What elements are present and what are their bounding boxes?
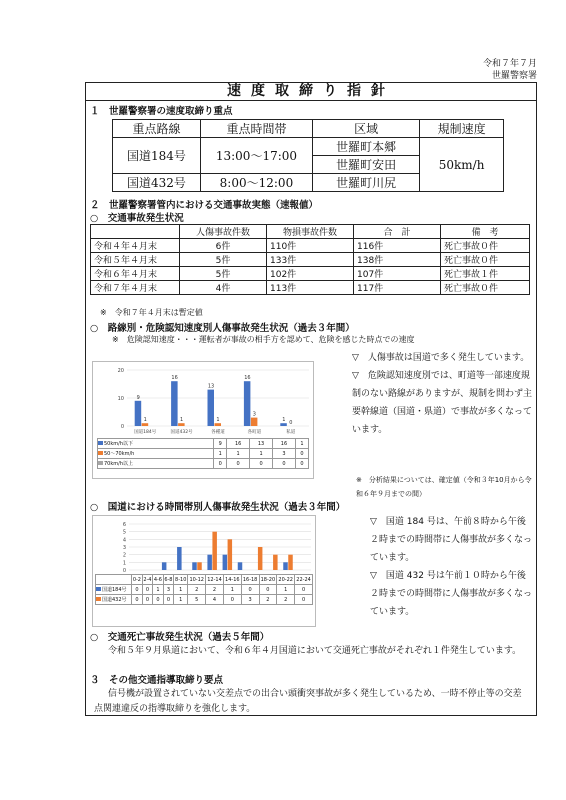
bar xyxy=(215,423,222,426)
y-tick-label: 10 xyxy=(117,396,124,402)
table-cell: 0 xyxy=(295,459,308,469)
bar xyxy=(251,418,258,426)
speed-definition-note: ※ 危険認知速度・・・運転者が事故の相手方を認めて、危険を感じた時点での速度 xyxy=(112,335,415,344)
table-cell: 16 xyxy=(227,439,250,449)
data-label: 0 xyxy=(289,420,293,426)
table-cell: 5 xyxy=(188,595,206,605)
cell-total: 138件 xyxy=(354,253,441,267)
priority-table xyxy=(112,119,504,192)
row-label: 令和４年４月末 xyxy=(91,239,180,253)
table-cell: 0 xyxy=(153,595,164,605)
category-header: 20-22 xyxy=(278,576,293,583)
col-empty xyxy=(91,225,180,239)
y-tick-label: 5 xyxy=(122,529,126,536)
area-cell: 世羅町川尻 xyxy=(312,174,419,192)
bar xyxy=(162,562,167,570)
table-row xyxy=(91,253,530,267)
bar xyxy=(258,547,263,570)
table-cell: 2 xyxy=(188,585,206,595)
time-cell: 8:00～12:00 xyxy=(200,174,312,192)
cell-remarks: 死亡事故０件 xyxy=(441,281,530,295)
area-cell: 世羅町安田 xyxy=(312,156,419,174)
data-label: 3 xyxy=(252,411,256,418)
cell-remarks: 死亡事故１件 xyxy=(441,267,530,281)
table-cell: 1 xyxy=(174,585,188,595)
bar xyxy=(177,547,182,570)
y-tick-label: 0 xyxy=(122,568,126,574)
fatal-accident-heading: ○ 交通死亡事故発生状況（過去５年間） xyxy=(90,632,270,643)
fatal-accident-text: 令和５年９月県道において、令和６年４月国道において交通死亡事故がそれぞれ１件発生しています。 xyxy=(108,646,522,656)
side-note-item: ▽ 国道 184 号は、午前８時から午後２時までの時間帯に人傷事故が多くなっています。 xyxy=(370,517,533,563)
category-header: 4-6 xyxy=(153,576,162,583)
series-legend xyxy=(96,595,132,605)
data-label: 1 xyxy=(180,417,184,424)
side-note-1 xyxy=(352,349,534,439)
col-speed: 規制速度 xyxy=(420,120,504,138)
header-date: 令和７年７月 xyxy=(482,59,537,69)
cell-total: 117件 xyxy=(354,281,441,295)
data-label: 16 xyxy=(244,375,251,382)
table-cell: 0 xyxy=(132,585,143,595)
legend-label: 70km/h以上 xyxy=(104,461,133,467)
series-row xyxy=(98,459,309,469)
category-header: 0-2 xyxy=(132,576,141,583)
section3-text: 信号機が設置されていない交差点での出合い頭衝突事故が多く発生しているため、一時不停止等の交差点関連違反の指導取締りを強化します。 xyxy=(94,689,522,714)
col-property: 物損事故件数 xyxy=(267,225,354,239)
bar xyxy=(228,539,233,570)
category-header: 6-8 xyxy=(164,576,173,583)
page-title: 速度取締り指針 xyxy=(86,83,536,101)
y-tick-label: 6 xyxy=(122,522,126,528)
series-row xyxy=(96,585,313,595)
table-cell: 2 xyxy=(277,595,295,605)
category-header: 12-14 xyxy=(207,576,222,583)
x-tick-label: 私道 xyxy=(286,430,296,435)
table-cell: 1 xyxy=(214,449,227,459)
table-row xyxy=(91,239,530,253)
x-tick-label: 国道432号 xyxy=(170,430,193,435)
series-legend xyxy=(98,439,214,449)
legend-label: 国道184号 xyxy=(102,587,127,593)
col-total: 合 計 xyxy=(354,225,441,239)
route-speed-heading: ○ 路線別・危険認知速度別人傷事故発生状況（過去３年間） xyxy=(90,323,355,334)
data-label: 1 xyxy=(282,417,286,424)
cell-property: 113件 xyxy=(267,281,354,295)
legend-swatch xyxy=(98,451,103,455)
x-tick-label: 各町道 xyxy=(247,430,262,435)
y-tick-label: 4 xyxy=(122,537,126,544)
table-cell: 1 xyxy=(223,585,241,595)
time-zone-chart xyxy=(92,515,316,627)
bar xyxy=(208,390,215,426)
category-header: 8-10 xyxy=(175,576,187,583)
y-tick-label: 20 xyxy=(117,368,124,374)
cell-remarks: 死亡事故０件 xyxy=(441,239,530,253)
bar xyxy=(207,555,212,570)
y-tick-label: 1 xyxy=(122,560,126,567)
table-cell: 2 xyxy=(259,595,277,605)
table-cell: 13 xyxy=(250,439,273,449)
table-cell: 0 xyxy=(223,595,241,605)
time-zone-data-table xyxy=(95,574,313,605)
table-corner xyxy=(96,575,132,585)
cell-injury: 6件 xyxy=(180,239,267,253)
y-tick-label: 2 xyxy=(122,552,126,559)
category-header: 18-20 xyxy=(260,576,276,583)
col-route: 重点路線 xyxy=(113,120,201,138)
provisional-note: ※ 令和７年４月末は暫定値 xyxy=(100,308,203,317)
legend-swatch xyxy=(98,461,103,465)
section1-heading: １ 世羅警察署の速度取締り重点 xyxy=(90,106,233,117)
accident-status-heading: ○ 交通事故発生状況 xyxy=(90,213,184,224)
table-cell: 0 xyxy=(273,459,296,469)
table-cell: 0 xyxy=(142,595,153,605)
side-note-2 xyxy=(370,513,534,621)
bar xyxy=(283,562,288,570)
cell-injury: 4件 xyxy=(180,281,267,295)
data-label: 13 xyxy=(207,383,215,390)
route-speed-chart-svg xyxy=(93,364,313,436)
bar xyxy=(280,423,287,426)
table-cell: 9 xyxy=(214,439,227,449)
table-row xyxy=(91,267,530,281)
bar xyxy=(197,562,202,570)
analysis-note: ※ 分析結果については、確定値（令和３年10月から令和６年９月までの間） xyxy=(356,476,532,498)
table-cell: 0 xyxy=(250,459,273,469)
table-cell: 1 xyxy=(250,449,273,459)
y-tick-label: 3 xyxy=(122,545,126,551)
speed-cell: 50km/h xyxy=(420,138,504,192)
route-speed-data-table xyxy=(97,438,309,469)
table-cell: 1 xyxy=(174,595,188,605)
table-cell: 0 xyxy=(142,585,153,595)
table-cell: 1 xyxy=(277,585,295,595)
data-label: 1 xyxy=(216,417,220,424)
bar xyxy=(288,555,293,570)
route-speed-chart xyxy=(92,361,314,479)
cell-total: 107件 xyxy=(354,267,441,281)
y-tick-label: 0 xyxy=(120,424,124,430)
bar xyxy=(135,401,142,426)
series-legend xyxy=(96,585,132,595)
table-cell: 0 xyxy=(295,449,308,459)
table-cell: 0 xyxy=(295,585,313,595)
table-cell: 3 xyxy=(241,595,259,605)
legend-label: 50km/h以下 xyxy=(104,441,133,447)
table-cell: 0 xyxy=(295,595,313,605)
legend-swatch xyxy=(98,441,103,445)
series-row xyxy=(96,595,313,605)
category-header: 16-18 xyxy=(242,576,258,583)
category-header: 10-12 xyxy=(189,576,204,583)
table-cell: 3 xyxy=(163,585,174,595)
table-cell: 0 xyxy=(227,459,250,469)
col-time: 重点時間帯 xyxy=(200,120,312,138)
x-tick-label: 国道184号 xyxy=(134,430,157,435)
cell-property: 110件 xyxy=(267,239,354,253)
table-cell: 2 xyxy=(206,585,224,595)
section3-heading: ３ その他交通指導取締り要点 xyxy=(90,675,224,686)
side-note-item: ▽ 人傷事故は国道で多く発生しています。 xyxy=(352,353,530,363)
data-label: 9 xyxy=(136,394,140,401)
x-tick-label: 各種道 xyxy=(211,430,225,435)
cell-injury: 5件 xyxy=(180,267,267,281)
bar xyxy=(238,562,243,570)
table-cell: 0 xyxy=(214,459,227,469)
document-frame xyxy=(85,82,537,716)
cell-total: 116件 xyxy=(354,239,441,253)
area-cell: 世羅町本郷 xyxy=(312,138,419,156)
legend-label: 国道432号 xyxy=(102,597,127,603)
row-label: 令和６年４月末 xyxy=(91,267,180,281)
time-zone-heading: ○ 国道における時間帯別人傷事故発生状況（過去３年間） xyxy=(90,502,346,513)
col-remarks: 備 考 xyxy=(441,225,530,239)
series-row xyxy=(98,449,309,459)
side-note-item: ▽ 危険認知速度別では、町道等一部速度規制のない路線がありますが、規制を問わず主要幹線道（国道・県道）で事故が多くなっています。 xyxy=(352,371,533,435)
cell-remarks: 死亡事故０件 xyxy=(441,253,530,267)
bar xyxy=(142,423,149,426)
table-cell: 1 xyxy=(227,449,250,459)
time-zone-chart-svg xyxy=(93,518,315,574)
data-label: 1 xyxy=(143,417,147,424)
series-legend xyxy=(98,459,214,469)
col-injury: 人傷事故件数 xyxy=(180,225,267,239)
bar xyxy=(244,381,251,426)
cell-property: 133件 xyxy=(267,253,354,267)
legend-label: 50〜70km/h xyxy=(104,451,135,457)
bar xyxy=(223,555,228,570)
table-cell: 0 xyxy=(132,595,143,605)
category-header: 14-16 xyxy=(225,576,240,583)
accident-table xyxy=(90,224,530,295)
table-cell: 1 xyxy=(153,585,164,595)
route-cell: 国道184号 xyxy=(113,138,201,174)
section2-heading: ２ 世羅警察署管内における交通事故実態（速報値） xyxy=(90,200,319,211)
table-cell: 0 xyxy=(259,585,277,595)
series-row xyxy=(98,439,309,449)
table-cell: 1 xyxy=(295,439,308,449)
bar xyxy=(273,555,278,570)
side-note-item: ▽ 国道 432 号は午前１０時から午後２時までの時間帯に人傷事故が多くなっています。 xyxy=(370,571,533,617)
table-cell: 3 xyxy=(273,449,296,459)
table-row xyxy=(91,281,530,295)
col-area: 区域 xyxy=(312,120,419,138)
legend-swatch xyxy=(96,597,101,601)
bar xyxy=(212,532,217,570)
cell-property: 102件 xyxy=(267,267,354,281)
row-label: 令和７年４月末 xyxy=(91,281,180,295)
time-cell: 13:00～17:00 xyxy=(200,138,312,174)
data-label: 16 xyxy=(171,375,178,382)
table-cell: 0 xyxy=(163,595,174,605)
route-cell: 国道432号 xyxy=(113,174,201,192)
bar xyxy=(192,562,197,570)
category-header: 2-4 xyxy=(143,576,152,583)
table-cell: 0 xyxy=(241,585,259,595)
header-station: 世羅警察署 xyxy=(491,71,537,81)
bar xyxy=(178,423,185,426)
row-label: 令和５年４月末 xyxy=(91,253,180,267)
legend-swatch xyxy=(96,587,101,591)
table-cell: 4 xyxy=(206,595,224,605)
bar xyxy=(171,381,178,426)
series-legend xyxy=(98,449,214,459)
table-cell: 16 xyxy=(273,439,296,449)
category-header: 22-24 xyxy=(296,576,311,583)
cell-injury: 5件 xyxy=(180,253,267,267)
